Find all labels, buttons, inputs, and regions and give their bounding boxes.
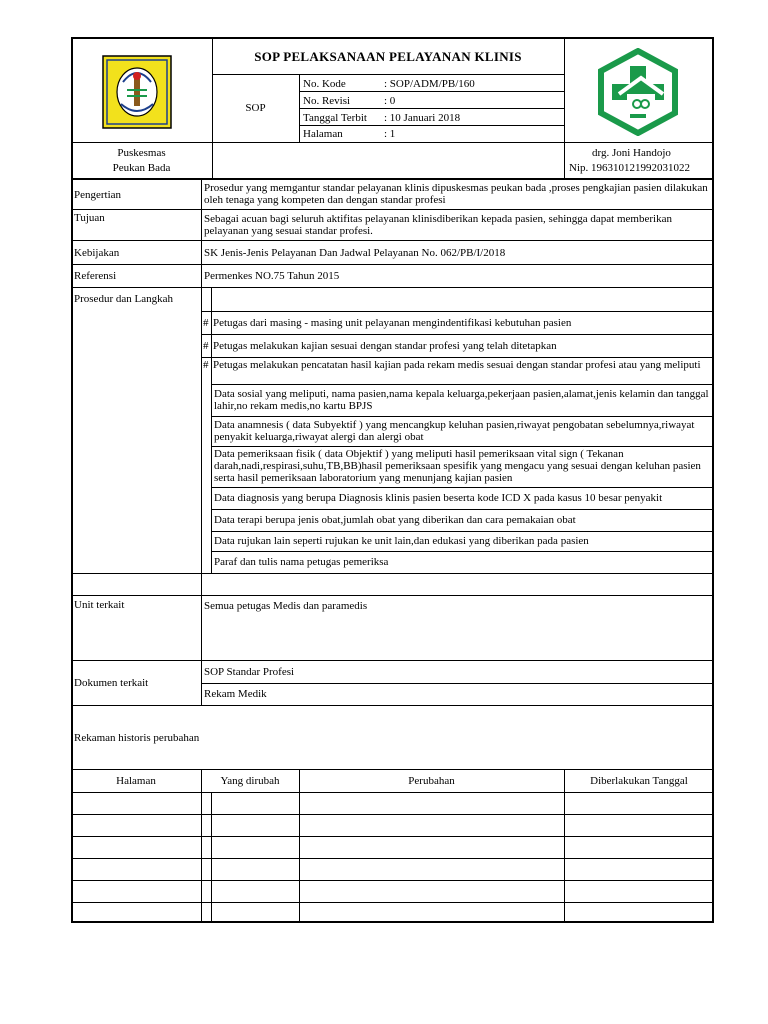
kebijakan-label: Kebijakan	[74, 247, 120, 259]
org-name-line2: Peukan Bada	[112, 162, 171, 174]
tujuan-label: Tujuan	[74, 212, 105, 224]
meta-key-tanggal: Tanggal Terbit	[303, 112, 367, 124]
unit-text: Semua petugas Medis dan paramedis	[204, 600, 368, 612]
substep-text: Data pemeriksaan fisik ( data Objektif ) yang meliputi hasil pemeriksaan vital sign ( Tekanan darah,nadi,respirasi,suhu,TB,BB)hasil pemeriksaan spesifik yang mengacu yang sesuai dengan keluhan pasien serta hasil pemeriksaan laboratorium yang menunjang kajian pasien	[214, 448, 701, 484]
rekaman-label: Rekaman historis perubahan	[74, 732, 200, 744]
substep-text: Paraf dan tulis nama petugas pemeriksa	[214, 556, 389, 568]
dokumen-item: Rekam Medik	[204, 688, 267, 700]
substep-text: Data diagnosis yang berupa Diagnosis klinis pasien beserta kode ICD X pada kasus 10 besar penyakit	[214, 492, 663, 504]
meta-value-tanggal: : 10 Januari 2018	[384, 112, 461, 124]
meta-value-kode: : SOP/ADM/PB/160	[384, 78, 475, 90]
meta-key-revisi: No. Revisi	[303, 95, 351, 107]
substep-text: Data anamnesis ( data Subyektif ) yang mencangkup keluhan pasien,riwayat pengobatan sebelumnya,riwayat penyakit keluarga,riwayat alergi dan alergi obat	[214, 419, 695, 443]
meta-key-kode: No. Kode	[303, 78, 346, 90]
tujuan-text: Sebagai acuan bagi seluruh aktifitas pelayanan klinisdiberikan kepada pasien, sehingga dapat memberikan pelayanan yang sesuai standar profesi.	[204, 213, 672, 237]
history-col-diberlakukan: Diberlakukan Tanggal	[590, 775, 688, 787]
step-marker: #	[203, 359, 209, 371]
meta-key-halaman: Halaman	[303, 128, 343, 140]
substep-text: Data rujukan lain seperti rujukan ke unit lain,dan edukasi yang diberikan pada pasien	[214, 535, 589, 547]
referensi-label: Referensi	[74, 270, 117, 282]
signer-name: drg. Joni Handojo	[592, 147, 671, 159]
meta-value-halaman: : 1	[384, 128, 396, 140]
document-title: SOP PELAKSANAAN PELAYANAN KLINIS	[254, 49, 522, 64]
sop-label: SOP	[245, 102, 266, 114]
meta-value-revisi: : 0	[384, 95, 396, 107]
puskesmas-logo-icon	[597, 48, 679, 136]
history-col-perubahan: Perubahan	[408, 775, 455, 787]
step-text: Petugas dari masing - masing unit pelayanan mengindentifikasi kebutuhan pasien	[213, 317, 572, 329]
pengertian-label: Pengertian	[74, 189, 122, 201]
kebijakan-text: SK Jenis-Jenis Pelayanan Dan Jadwal Pelayanan No. 062/PB/I/2018	[204, 247, 506, 259]
step-text: Petugas melakukan pencatatan hasil kajian pada rekam medis sesuai dengan standar profesi atau yang meliputi	[213, 359, 701, 371]
prosedur-label: Prosedur dan Langkah	[74, 293, 173, 305]
pengertian-text: Prosedur yang memgantur standar pelayanan klinis dipuskesmas peukan bada ,proses pengkajian pasien dilakukan oleh tenaga yang kompeten dan dengan standar profesi	[204, 182, 708, 206]
dokumen-label: Dokumen terkait	[74, 677, 149, 689]
dokumen-item: SOP Standar Profesi	[204, 666, 295, 678]
substep-text: Data sosial yang meliputi, nama pasien,nama kepala keluarga,pekerjaan pasien,alamat,jenis kelamin dan tanggal lahir,no rekam medis,no kartu BPJS	[214, 388, 709, 412]
step-marker: #	[203, 340, 209, 352]
org-name-line1: Puskesmas	[117, 147, 166, 159]
regency-seal-icon	[101, 54, 173, 130]
history-col-yang-dirubah: Yang dirubah	[220, 775, 280, 787]
unit-label: Unit terkait	[74, 599, 125, 611]
history-col-halaman: Halaman	[116, 775, 156, 787]
substep-text: Data terapi berupa jenis obat,jumlah obat yang diberikan dan cara pemakaian obat	[214, 514, 576, 526]
referensi-text: Permenkes NO.75 Tahun 2015	[204, 270, 340, 282]
step-marker: #	[203, 317, 209, 329]
signer-nip: Nip. 196310121992031022	[569, 162, 690, 174]
step-text: Petugas melakukan kajian sesuai dengan standar profesi yang telah ditetapkan	[213, 340, 557, 352]
